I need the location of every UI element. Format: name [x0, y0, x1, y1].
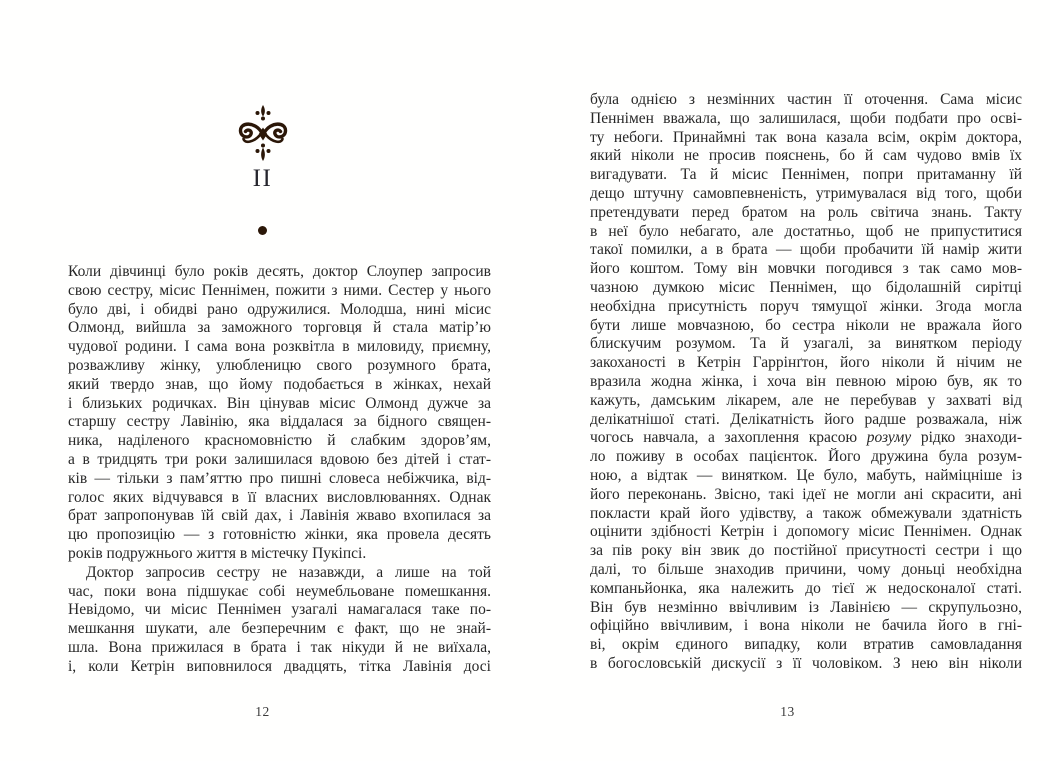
text-line: його коштом. Тому він мовчки погодився з так само мов-: [590, 260, 1022, 278]
text-line: старшу сестру Лавінію, яка віддалася за бідного священ-: [68, 413, 491, 431]
text-line: чогось навчала, а захоплення красою розуму рідко знаходи-: [590, 429, 1022, 447]
text-line: ту небоги. Принаймні так вона казала всім, окрім доктора,: [590, 128, 1022, 146]
text-line: ника, наділеного красномовністю й слабким здоров’ям,: [68, 432, 491, 450]
left-page-number: 12: [255, 704, 270, 719]
text-line: а в тридцять три роки залишилася вдовою без дітей і стат-: [68, 450, 491, 468]
text-line: компаньйонка, яка належить до тієї ж недосконалої статі.: [590, 579, 1022, 597]
text-line: офіційно ввічливим, і вона ніколи не бачила його в гні-: [590, 617, 1022, 635]
text-line: чазною думкою місис Пеннімен, що бідолашній сирітці: [590, 278, 1022, 296]
text-line: який ніколи не просив пояснень, бо й сам чудово вмів їх: [590, 147, 1022, 165]
text-line: Невідомо, чи місис Пеннімен узагалі намагалася таке по-: [68, 601, 491, 619]
text-line: який твердо знав, що йому подобається в жінках, нехай: [68, 375, 491, 393]
text-line: в неї було небагато, але достатньо, щоб не припуститися: [590, 222, 1022, 240]
text-line: ві, окрім єдиного випадку, коли втратив самовладання: [590, 636, 1022, 654]
chapter-number: II: [252, 165, 273, 192]
text-line: бути лише мовчазною, бо сестра ніколи не вражала його: [590, 316, 1022, 334]
text-line: претендувати перед братом на роль світича знань. Такту: [590, 203, 1022, 221]
text-line: ло поживу в особах пацієнток. Його дружина була розум-: [590, 448, 1022, 466]
text-line: чудової родини. І сама вона розквітла в миловиду, приємну,: [68, 338, 491, 356]
text-line: і, коли Кетрін виповнилося двадцять, тітка Лавінія досі: [68, 657, 491, 675]
text-line: покласти край його удівству, а також обмежували здатність: [590, 504, 1022, 522]
text-line: і близьких родичках. Він цінував місис Олмонд дужче за: [68, 394, 491, 412]
text-line: ною, а відтак — винятком. Це було, мабуть, найміцніше із: [590, 466, 1022, 484]
text-line: Пеннімен вважала, що залишилася, щоби подбати про осві-: [590, 109, 1022, 127]
text-line: вигадувати. Та й місис Пеннімен, попри притаманну їй: [590, 166, 1022, 184]
text-line: вразила жодна жінка, і хоча він певною мірою був, як то: [590, 372, 1022, 390]
text-line: розважливу жінку, улюбленицю свого розумного брата,: [68, 356, 491, 374]
left-page-text-column: [68, 263, 491, 677]
text-line: було дві, і обидві рано одружилися. Молодша, нині місис: [68, 300, 491, 318]
fleuron-icon: [0, 104, 525, 162]
text-line: такої помилки, а в брата — щоби пробачити їй намір жити: [590, 241, 1022, 259]
text-line: брат запропонував їй свій дах, і Лавінія жваво вхопилася за: [68, 507, 491, 525]
text-line: за пів року він звик до постійної присутності сестри і що: [590, 542, 1022, 560]
text-line: шла. Вона прижилася в брата і так нікуди й не виїхала,: [68, 638, 491, 656]
text-line: далі, то більше знаходив причини, чому доньці необхідна: [590, 560, 1022, 578]
text-line: час, поки вона підшукає собі неумебльоване помешкання.: [68, 582, 491, 600]
text-line: голос яких відчувався в її власних висловлюваннях. Однак: [68, 488, 491, 506]
section-divider-dot: [258, 226, 267, 235]
text-line: кажуть, дамським лікарем, але не перебував у захваті від: [590, 391, 1022, 409]
text-line: оцінити здібності Кетрін і допомогу місис Пеннімен. Однак: [590, 523, 1022, 541]
text-line: делікатнішої статі. Делікатність його радше розважала, ніж: [590, 410, 1022, 428]
text-line: Олмонд, вийшла за заможного торговця й стала матір’ю: [68, 319, 491, 337]
text-line: свою сестру, місис Пеннімен, пожити з ними. Сестер у нього: [68, 281, 491, 299]
text-line: була однією з незмінних частин її оточення. Сама місис: [590, 91, 1022, 108]
text-line: цю пропозицію — з готовністю жінки, яка провела десять: [68, 526, 491, 544]
text-line: його переконань. Звісно, такі ідеї не могли ані скрасити, ані: [590, 485, 1022, 503]
text-line: Коли дівчинці було років десять, доктор Слоупер запросив: [68, 263, 491, 280]
text-line: закоханості в Кетрін Гаррінґтон, його ніколи й нічим не: [590, 354, 1022, 372]
text-line: необхідна присутність поруч тямущої жінки. Згода могла: [590, 297, 1022, 315]
text-line: мешкання шукати, але безперечним є факт, що не знай-: [68, 620, 491, 638]
right-page-number: 13: [780, 704, 795, 719]
text-line: ків — тільки з пам’яттю про пишні словеса небіжчика, від-: [68, 469, 491, 487]
text-line: в богословській дискусії з її чоловіком. З нею він ніколи: [590, 654, 1022, 672]
text-line: років подружнього життя в містечку Пукіпсі.: [68, 544, 367, 562]
text-line: Він був незмінно ввічливим із Лавінією — скрупульозно,: [590, 598, 1022, 616]
text-line: дещо штучну самовпевненість, утримувалася від того, щоби: [590, 184, 1022, 202]
text-line: Доктор запросив сестру не назавжди, а лише на той: [86, 563, 491, 581]
right-page-text-column: [590, 91, 1022, 674]
text-line: блискучим розумом. Та й узагалі, за винятком періоду: [590, 335, 1022, 353]
right-page: [525, 0, 1050, 761]
